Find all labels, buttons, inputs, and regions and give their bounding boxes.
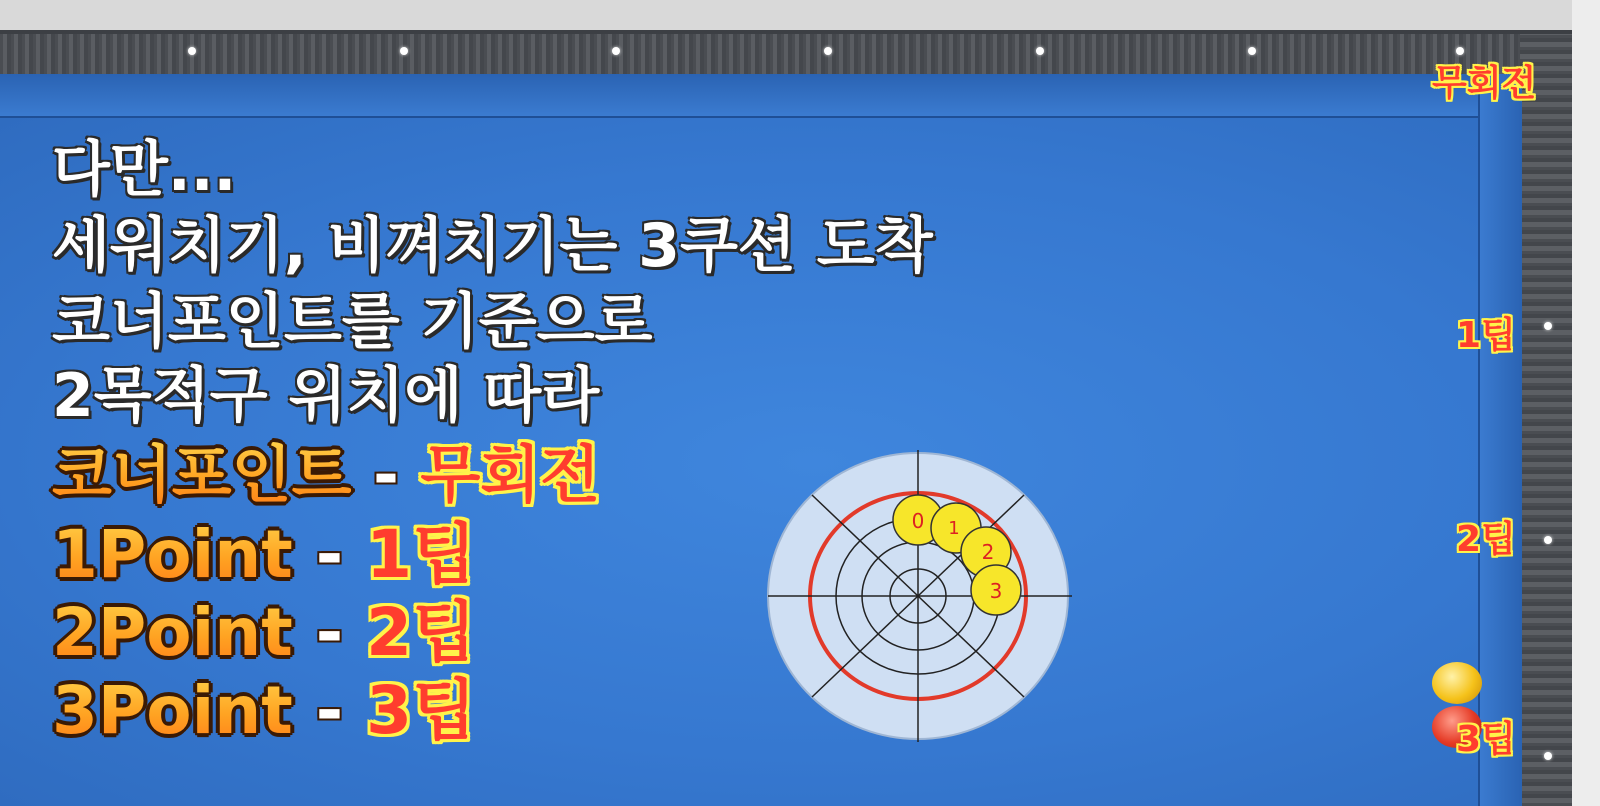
rule-dash: - [373,438,399,511]
heading-line-3: 코너포인트를 기준으로 [52,287,653,357]
diamond-marker [188,47,196,55]
rule-row [52,672,476,749]
rule-right: 1팁 [366,516,476,593]
rule-right: 무회전 [420,438,601,511]
heading-line-2: 세워치기, 비껴치기는 3쿠션 도착 [52,211,933,281]
rule-dash: - [315,672,344,749]
rail-label-tip1: 1팁 [1456,315,1516,356]
rail-label-tip3: 3팁 [1456,719,1516,760]
rule-left: 1Point [52,516,293,593]
spin-marker-label: 2 [981,540,995,564]
diamond-marker [824,47,832,55]
heading-line-4: 2목적구 위치에 따라 [52,361,600,431]
rule-right: 2팁 [366,594,476,671]
diamond-marker [400,47,408,55]
rule-dash: - [315,516,344,593]
heading-line-1: 다만... [52,135,237,205]
right-cushion [1478,74,1522,806]
top-cushion [0,74,1520,118]
spin-marker-3 [971,565,1021,615]
rule-dash: - [315,594,344,671]
rule-left: 코너포인트 [52,438,352,511]
rule-row [52,438,601,511]
rule-left: 3Point [52,672,293,749]
rail-label-tip2: 2팁 [1456,519,1516,560]
rail-label-corner: 무회전 [1432,63,1537,104]
rule-row [52,594,476,671]
diamond-marker [612,47,620,55]
right-background [1572,0,1600,806]
diamond-marker [1544,322,1552,330]
diamond-marker [1456,47,1464,55]
diamond-marker [1544,752,1552,760]
yellow-ball [1432,662,1482,704]
top-rail [0,34,1570,76]
spin-marker-label: 0 [911,509,925,533]
diamond-marker [1544,536,1552,544]
rule-row [52,516,476,593]
diamond-marker [1036,47,1044,55]
spin-marker-label: 3 [989,579,1003,603]
spin-marker-label: 1 [948,518,960,539]
rule-right: 3팁 [366,672,476,749]
right-rail [1520,34,1572,806]
diamond-marker [1248,47,1256,55]
spin-diagram [766,448,1076,748]
rule-left: 2Point [52,594,293,671]
top-background [0,0,1600,30]
